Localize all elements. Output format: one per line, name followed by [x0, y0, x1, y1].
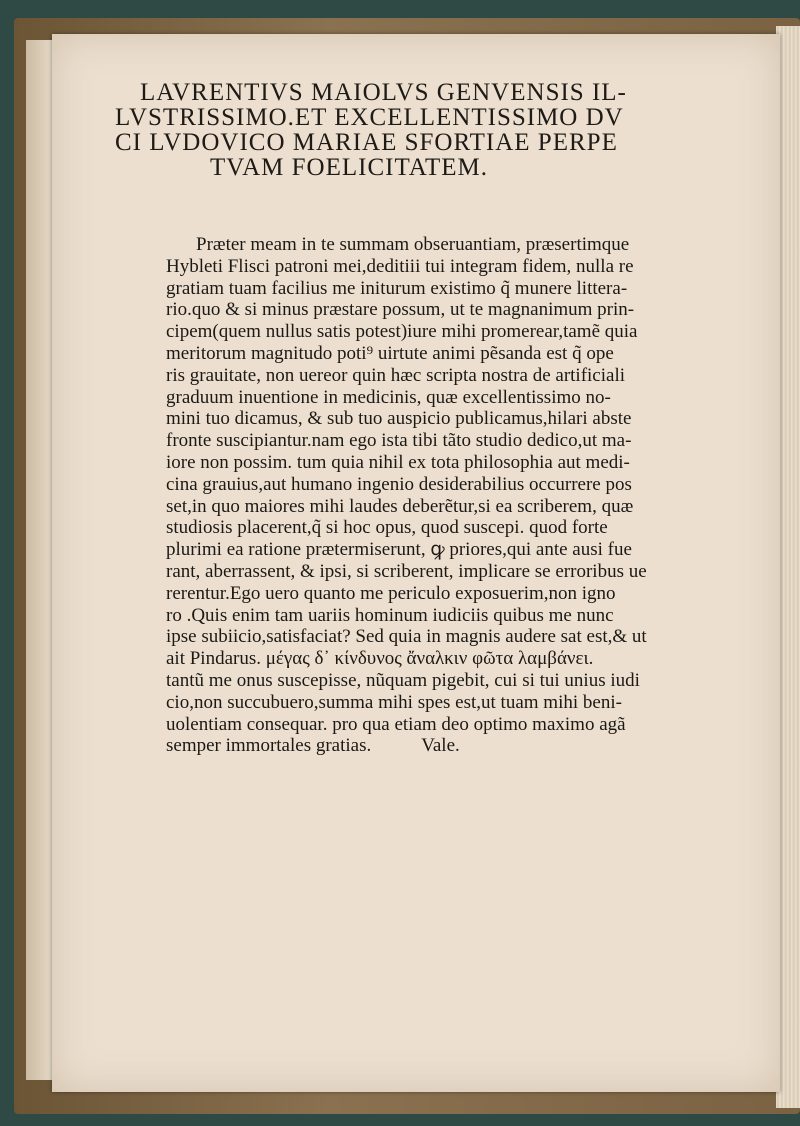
dedication-heading	[115, 80, 675, 180]
text-line: gratiam tuam facilius me initurum existimo q̃ munere littera-	[166, 277, 628, 299]
text-line: mini tuo dicamus, & sub tuo auspicio publicamus,hilari abste	[166, 408, 632, 430]
heading-line: CI LVDOVICO MARIAE SFORTIAE PERPE	[115, 129, 618, 156]
text-line: cipem(quem nullus satis potest)iure mihi promerear,tamẽ quia	[166, 321, 638, 343]
heading-line: LVSTRISSIMO.ET EXCELLENTISSIMO DV	[115, 104, 624, 131]
text-line: semper immortales gratias.	[166, 735, 372, 757]
text-line: iore non possim. tum quia nihil ex tota philosophia aut medi-	[166, 451, 630, 473]
text-line: plurimi ea ratione prætermiserunt, ꝙ priores,qui ante ausi fue	[166, 539, 632, 561]
text-line: Præter meam in te summam obseruantiam, præsertimque	[196, 234, 630, 255]
text-line: cina grauius,aut humano ingenio desiderabilius occurrere pos	[166, 473, 632, 495]
text-line: cio,non succubuero,summa mihi spes est,ut tuam mihi beni-	[166, 691, 622, 713]
text-line: ris grauitate, non uereor quin hæc scripta nostra de artificiali	[166, 364, 626, 386]
text-line: ro .Quis enim tam uariis hominum iudiciis quibus me nunc	[166, 604, 614, 626]
closing-line	[166, 735, 686, 757]
text-line: ait Pindarus. μέγας δ᾽ κίνδυνος ἄναλκιν φῶτα λαμβάνει.	[166, 648, 594, 670]
text-line: uolentiam consequar. pro qua etiam deo optimo maximo agã	[166, 713, 626, 735]
heading-line: TVAM FOELICITATEM.	[210, 154, 489, 181]
text-line: set,in quo maiores mihi laudes deberẽtur,si ea scriberem, quæ	[166, 495, 634, 517]
text-line: graduum inuentione in medicinis, quæ excellentissimo no-	[166, 386, 611, 408]
text-line: rant, aberrassent, & ipsi, si scriberent, implicare se erroribus ue	[166, 560, 647, 582]
text-line: fronte suscipiantur.nam ego ista tibi tãto studio dedico,ut ma-	[166, 430, 632, 452]
text-line: ipse subiicio,satisfaciat? Sed quia in magnis audere sat est,& ut	[166, 626, 647, 648]
dedication-body	[166, 234, 686, 757]
text-line: rio.quo & si minus præstare possum, ut te magnanimum prin-	[166, 299, 635, 321]
text-line: studiosis placerent,q̃ si hoc opus, quod suscepi. quod forte	[166, 517, 608, 539]
vale-signoff: Vale.	[421, 735, 460, 757]
text-line: rerentur.Ego uero quanto me periculo exposuerim,non igno	[166, 582, 616, 604]
text-line: Hybleti Flisci patroni mei,deditiii tui integram fidem, nulla re	[166, 255, 634, 277]
text-line: tantũ me onus suscepisse, nũquam pigebit, cui si tui unius iudi	[166, 669, 640, 691]
text-line: meritorum magnitudo poti⁹ uirtute animi pẽsanda est q̃ ope	[166, 342, 614, 364]
heading-line: LAVRENTIVS MAIOLVS GENVENSIS IL-	[140, 79, 627, 106]
inner-margin	[26, 40, 54, 1080]
